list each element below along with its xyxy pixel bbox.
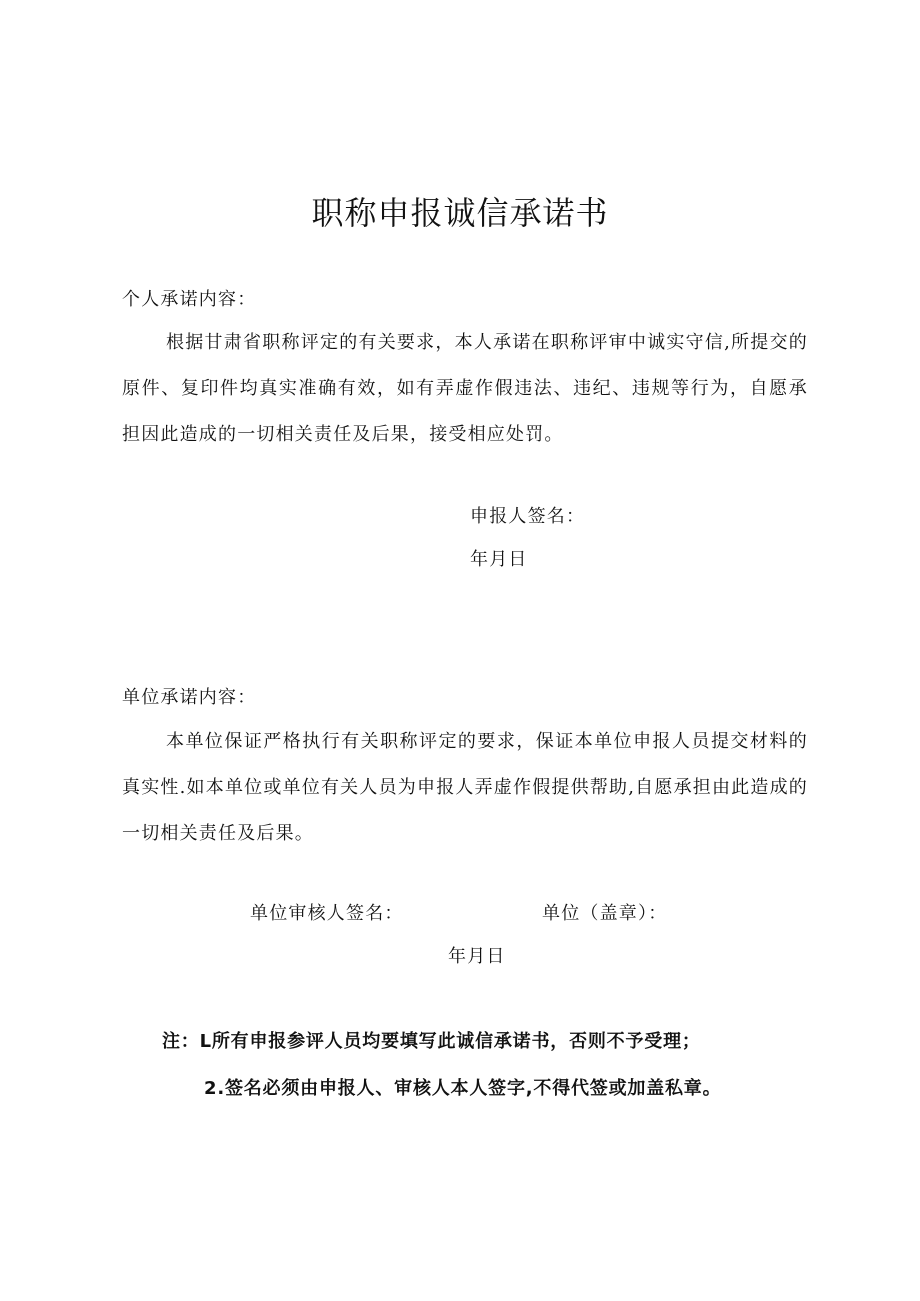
personal-commitment-text: 根据甘肃省职称评定的有关要求，本人承诺在职称评审中诚实守信,所提交的原件、复印件均真实准确有效，如有弄虚作假违法、违纪、违规等行为，自愿承担因此造成的一切相关责任及后果，接受相应处罚。 — [122, 332, 808, 445]
unit-commitment-text: 本单位保证严格执行有关职称评定的要求，保证本单位申报人员提交材料的真实性.如本单位或单位有关人员为申报人弄虚作假提供帮助,自愿承担由此造成的一切相关责任及后果。 — [122, 731, 808, 844]
document-title: 职称申报诚信承诺书 — [311, 194, 609, 232]
unit-reviewer-signature-label: 单位审核人签名： — [250, 903, 404, 924]
unit-seal-label: 单位（盖章）： — [542, 903, 668, 924]
personal-commitment-label: 个人承诺内容： — [122, 289, 257, 310]
note-line-2: 2.签名必须由申报人、审核人本人签字,不得代签或加盖私章。 — [204, 1078, 722, 1099]
applicant-signature-label: 申报人签名： — [470, 506, 586, 527]
applicant-date-label: 年月日 — [470, 549, 528, 570]
unit-commitment-label: 单位承诺内容： — [122, 687, 257, 708]
unit-date-label: 年月日 — [448, 946, 506, 967]
note-line-1: 注：L所有申报参评人员均要填写此诚信承诺书，否则不予受理； — [162, 1031, 701, 1052]
